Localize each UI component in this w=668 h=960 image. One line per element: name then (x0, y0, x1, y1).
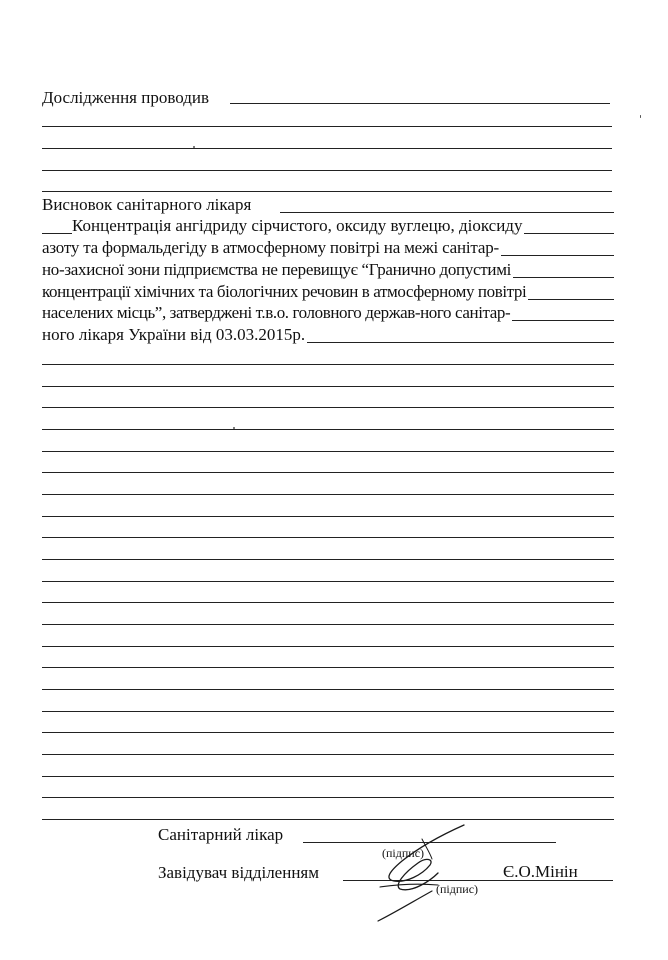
blank-line (42, 429, 614, 430)
blank-line (42, 494, 614, 495)
blank-line (42, 797, 614, 798)
blank-line (42, 407, 614, 408)
blank-line (42, 364, 614, 365)
blank-line (42, 754, 614, 755)
conclusion-line-6: ного лікаря України від 03.03.2015р. (42, 325, 306, 344)
blank-line (42, 711, 614, 712)
blank-line (42, 689, 614, 690)
head-name: Є.О.Мінін (503, 862, 578, 881)
sanitary-doctor-label: Санітарний лікар (158, 825, 284, 844)
handwritten-signature (360, 815, 480, 925)
signature-caption-2: (підпис) (436, 882, 479, 896)
scan-speck (640, 115, 641, 118)
blank-line (42, 559, 614, 560)
conclusion-line-4: концентрації хімічних та біологічних речовин в атмосферному повітрі (42, 282, 527, 301)
blank-line (42, 516, 614, 517)
conclusion-line-5: населених місць”, затверджені т.в.о. головного держав-ного санітар- (42, 303, 511, 322)
research-underline (230, 103, 610, 104)
blank-line (42, 624, 614, 625)
signature-caption-1: (підпис) (382, 846, 425, 860)
conclusion-line-3: но-захисної зони підприємства не перевищує “Гранично допустимі (42, 260, 512, 279)
blank-line (42, 646, 614, 647)
blank-line (42, 776, 614, 777)
blank-line (42, 170, 612, 171)
research-label: Дослідження проводив (42, 88, 210, 107)
blank-line (42, 667, 614, 668)
conclusion-underline (280, 212, 614, 213)
conclusion-label: Висновок санітарного лікаря (42, 195, 252, 214)
blank-line (42, 732, 614, 733)
blank-line (42, 126, 612, 127)
scan-speck (193, 146, 195, 148)
conclusion-line-1: Концентрація ангідриду сірчистого, оксиду вуглецю, діоксиду (72, 216, 523, 235)
scan-speck (233, 427, 235, 429)
blank-line (42, 819, 614, 820)
head-label: Завідувач відділенням (158, 863, 320, 882)
blank-line (42, 386, 614, 387)
blank-line (42, 581, 614, 582)
blank-line (42, 602, 614, 603)
blank-line (42, 472, 614, 473)
blank-line (42, 537, 614, 538)
blank-line (42, 148, 612, 149)
conclusion-line-2: азоту та формальдегіду в атмосферному повітрі на межі санітар- (42, 238, 499, 257)
blank-line (42, 191, 612, 192)
blank-line (42, 451, 614, 452)
